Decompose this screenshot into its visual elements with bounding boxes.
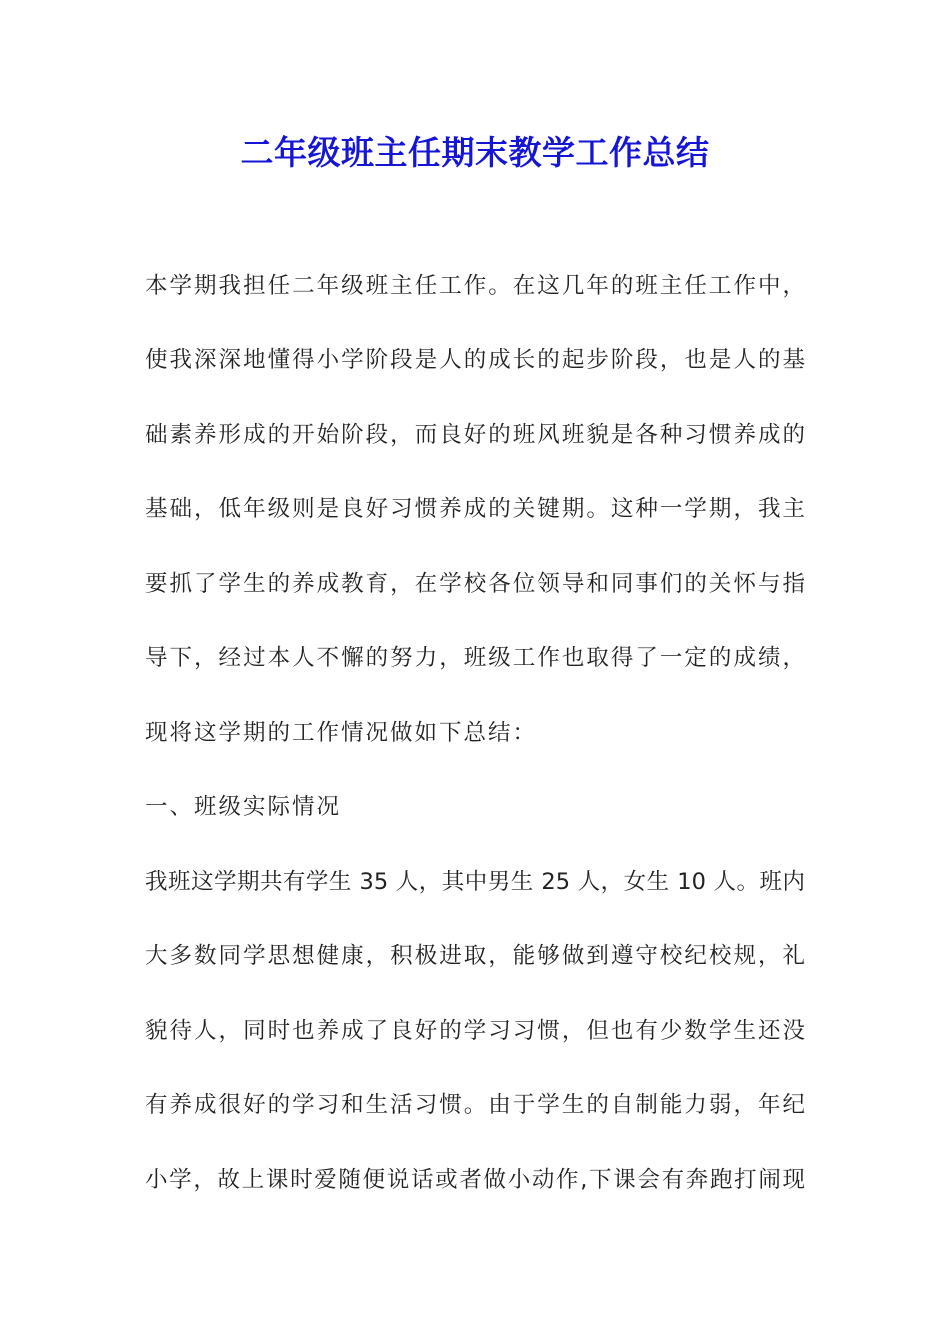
paragraph-line: 使我深深地懂得小学阶段是人的成长的起步阶段，也是人的基 — [145, 347, 805, 373]
document-title: 二年级班主任期末教学工作总结 — [240, 133, 710, 172]
section-heading: 一、班级实际情况 — [145, 794, 342, 820]
paragraph-line: 础素养形成的开始阶段，而良好的班风班貌是各种习惯养成的 — [145, 422, 805, 448]
paragraph-line: 要抓了学生的养成教育，在学校各位领导和同事们的关怀与指 — [145, 571, 805, 597]
paragraph-line: 导下，经过本人不懈的努力，班级工作也取得了一定的成绩， — [145, 645, 805, 671]
paragraph-line: 貌待人，同时也养成了良好的学习习惯，但也有少数学生还没 — [145, 1018, 805, 1044]
paragraph-line: 本学期我担任二年级班主任工作。在这几年的班主任工作中， — [145, 273, 805, 299]
paragraph-line: 有养成很好的学习和生活习惯。由于学生的自制能力弱，年纪 — [145, 1092, 805, 1118]
paragraph-line: 我班这学期共有学生 35 人，其中男生 25 人，女生 10 人。班内 — [145, 869, 805, 895]
paragraph-line: 基础，低年级则是良好习惯养成的关键期。这种一学期，我主 — [145, 496, 805, 522]
paragraph-line: 大多数同学思想健康，积极进取，能够做到遵守校纪校规，礼 — [145, 943, 805, 969]
paragraph-line: 现将这学期的工作情况做如下总结： — [145, 720, 538, 746]
paragraph-line: 小学，故上课时爱随便说话或者做小动作,下课会有奔跑打闹现 — [145, 1167, 805, 1193]
